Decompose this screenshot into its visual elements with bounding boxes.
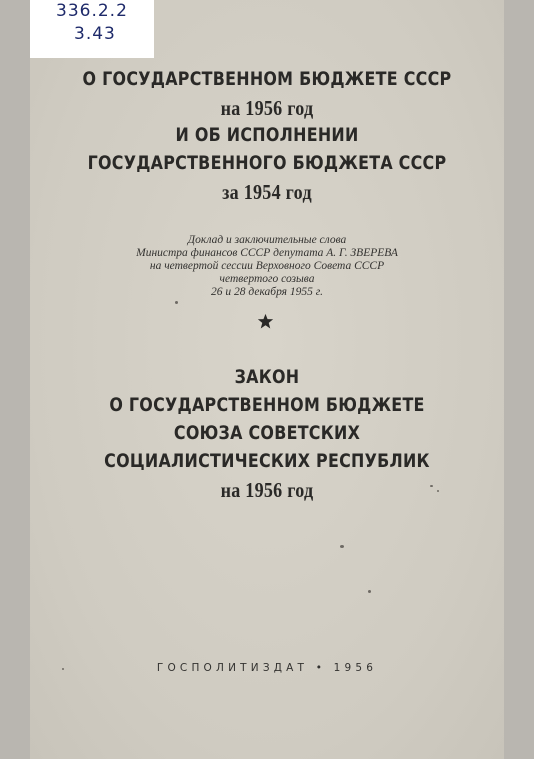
star-icon [257, 313, 274, 330]
report-title-line-3: И ОБ ИСПОЛНЕНИИ [175, 125, 359, 146]
law-title-line-4: СОЦИАЛИСТИЧЕСКИХ РЕСПУБЛИК [104, 451, 430, 472]
paper-speck [340, 545, 344, 548]
subtitle-line-1: Доклад и заключительные слова [187, 234, 347, 246]
law-title-line-5: на 1956 год [220, 478, 314, 502]
library-shelfmark-label [30, 0, 154, 58]
shelfmark-line-2: 3.43 [74, 24, 116, 44]
law-title-line-2: О ГОСУДАРСТВЕННОМ БЮДЖЕТЕ [109, 395, 425, 416]
paper-speck [430, 485, 433, 487]
paper-speck [368, 590, 371, 593]
law-title-line-1: ЗАКОН [234, 367, 300, 388]
subtitle-line-3: на четвертой сессии Верховного Совета СССР [149, 260, 385, 272]
law-title-line-3: СОЮЗА СОВЕТСКИХ [173, 423, 361, 444]
report-title-line-4: ГОСУДАРСТВЕННОГО БЮДЖЕТА СССР [87, 153, 447, 174]
subtitle-line-5: 26 и 28 декабря 1955 г. [211, 286, 323, 298]
report-title [63, 66, 471, 206]
shelfmark-line-1: 336.2.2 [56, 1, 128, 21]
report-subtitle [30, 234, 504, 299]
subtitle-line-4: четвертого созыва [219, 273, 315, 285]
paper-speck [62, 668, 64, 670]
publisher-imprint: ГОСПОЛИТИЗДАТ • 1956 [156, 662, 378, 674]
paper-speck [175, 301, 178, 304]
report-title-line-2: на 1956 год [220, 96, 314, 120]
report-title-line-5: за 1954 год [222, 180, 312, 204]
paper-speck [437, 490, 439, 492]
law-title [63, 364, 471, 504]
report-title-line-1: О ГОСУДАРСТВЕННОМ БЮДЖЕТЕ СССР [82, 69, 452, 90]
subtitle-line-2: Министра финансов СССР депутата А. Г. ЗВЕРЕВА [136, 247, 398, 259]
